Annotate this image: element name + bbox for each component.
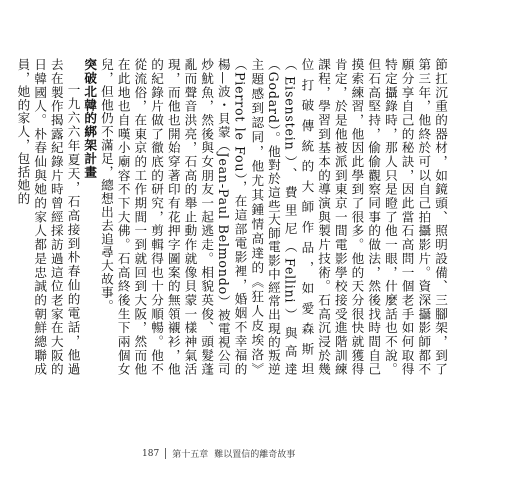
footer-divider <box>165 448 166 459</box>
paragraph: 節扛沉重的器材，如鏡頭、照明設備、三腳架，到了第三年，他終於可以自己拍攝影片。資深攝影師都不願分享自己的秘訣，因此當石高問一個老手如何取得特定攝錄時，那人只是瞪了他一眼，什麼話也不說。但石高堅持，偷偷觀察同事的做法，然後找時間自己摸索練習，他因此學到了很多。他的天分很快就獲得肯定，於是他被派到東京一間電影學校接受進階訓練課程，學習到基本的導演與製片技術。石高沉浸於幾位打破傳統的大師作品，如愛森斯坦（Eisenstein）、費里尼（Fellini）與高達（Godard）。他對於這些大師電影中經常出現的叛逆主題感到認同，他尤其鍾情高達的《狂人皮埃洛》（Pierrot le Fou），在這部電影裡，婚姻不幸福的楊—波・貝蒙（Jean-Paul Belmondo）被電視公司炒魷魚，然後與女朋友一起逃走。相貌英俊、頭髮蓬亂而聲音洪亮，石高的舉止動作就像貝蒙一樣神氣活現，而他也開始穿著印有花押字圖案的無領襯衫，他的紀錄片做了徹底的研究，剪輯得也十分順暢。他不從流俗，在東京的工作期間一到就回到大阪，然而他在此地也自嘆小廟容不下大佛。石高終後生下兩個女兒，但他仍不滿足，總想出去追尋大故事。 <box>98 58 448 376</box>
paragraph: 一九六六年夏天，石高接到朴春仙的電話，他過去在製作揭露紀錄片時曾經採訪過這位老家在大阪的日韓國人。朴春仙與她的家人都是忠誠的朝鮮總聯成員，她的家人，包括她的 <box>15 58 81 376</box>
page-footer <box>142 447 295 460</box>
section-heading: 突破北韓的綁架計畫 <box>82 58 98 179</box>
page-number: 187 <box>142 448 160 459</box>
chapter-title: 難以置信的離奇故事 <box>214 450 296 460</box>
chapter-number: 第十五章 <box>172 450 209 460</box>
vertical-text-block <box>15 58 448 376</box>
